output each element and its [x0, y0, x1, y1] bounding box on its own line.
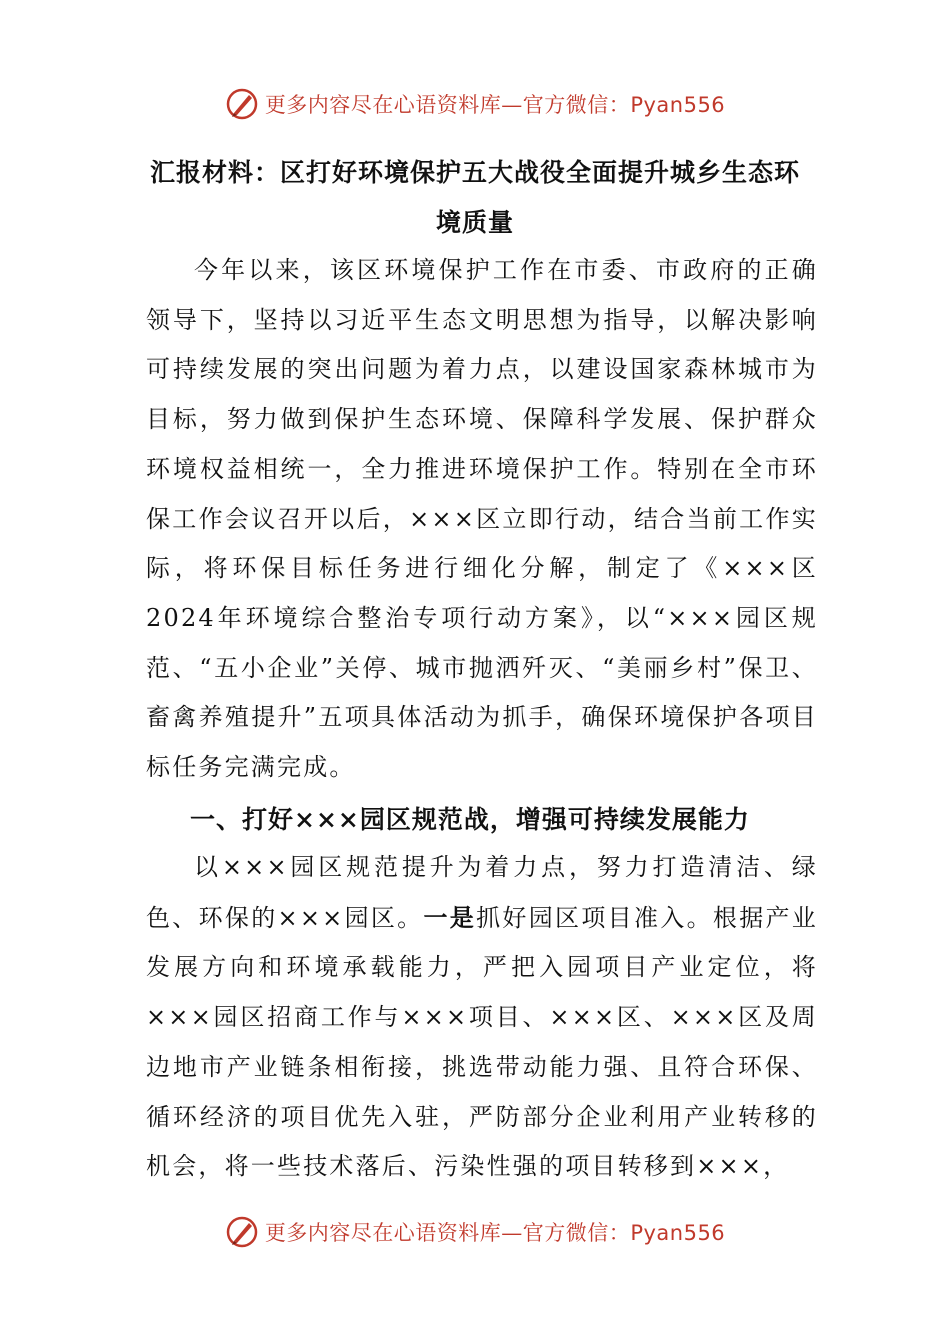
- section-bold-marker: 一是: [423, 902, 477, 932]
- wechat-id: Pyan556: [630, 93, 726, 117]
- banner-text: 更多内容尽在心语资料库—官方微信：Pyan556: [264, 93, 726, 117]
- pen-logo-icon: [225, 1215, 259, 1249]
- section-heading: 一、打好×××园区规范战，增强可持续发展能力: [190, 805, 750, 834]
- footer-banner: [0, 1212, 950, 1252]
- wechat-id: Pyan556: [630, 1221, 726, 1245]
- section-paragraph: [146, 843, 818, 1192]
- pen-logo-icon: [225, 87, 259, 121]
- section-lead: 以×××园区规范提升为着力点，努力打造清洁、绿色、环保的×××园区。: [146, 853, 818, 932]
- section-body: 抓好园区项目准入。根据产业发展方向和环境承载能力，严把入园项目产业定位，将×××园区招商工作与×××项目、×××区、×××区及周边地市产业链条相衔接，挑选带动能力强、且符合环保、循环经济的项目优先入驻，严防部分企业利用产业转移的机会，将一些技术落后、污染性强的项目转移到×××，: [146, 903, 819, 1181]
- intro-paragraph: 今年以来，该区环境保护工作在市委、市政府的正确领导下，坚持以习近平生态文明思想为指导，以解决影响可持续发展的突出问题为着力点，以建设国家森林城市为目标，努力做到保护生态环境、保障科学发展、保护群众环境权益相统一，全力推进环境保护工作。特别在全市环保工作会议召开以后，×××区立即行动，结合当前工作实际，将环保目标任务进行细化分解，制定了《×××区2024年环境综合整治专项行动方案》，以“×××园区规范、“五小企业”关停、城市抛洒歼灭、“美丽乡村”保卫、畜禽养殖提升”五项具体活动为抓手，确保环境保护各项目标任务完满完成。: [146, 256, 818, 782]
- banner-text: 更多内容尽在心语资料库—官方微信：Pyan556: [264, 1221, 726, 1245]
- header-banner: [0, 84, 950, 124]
- page-title: 汇报材料：区打好环境保护五大战役全面提升城乡生态环境质量: [150, 158, 801, 237]
